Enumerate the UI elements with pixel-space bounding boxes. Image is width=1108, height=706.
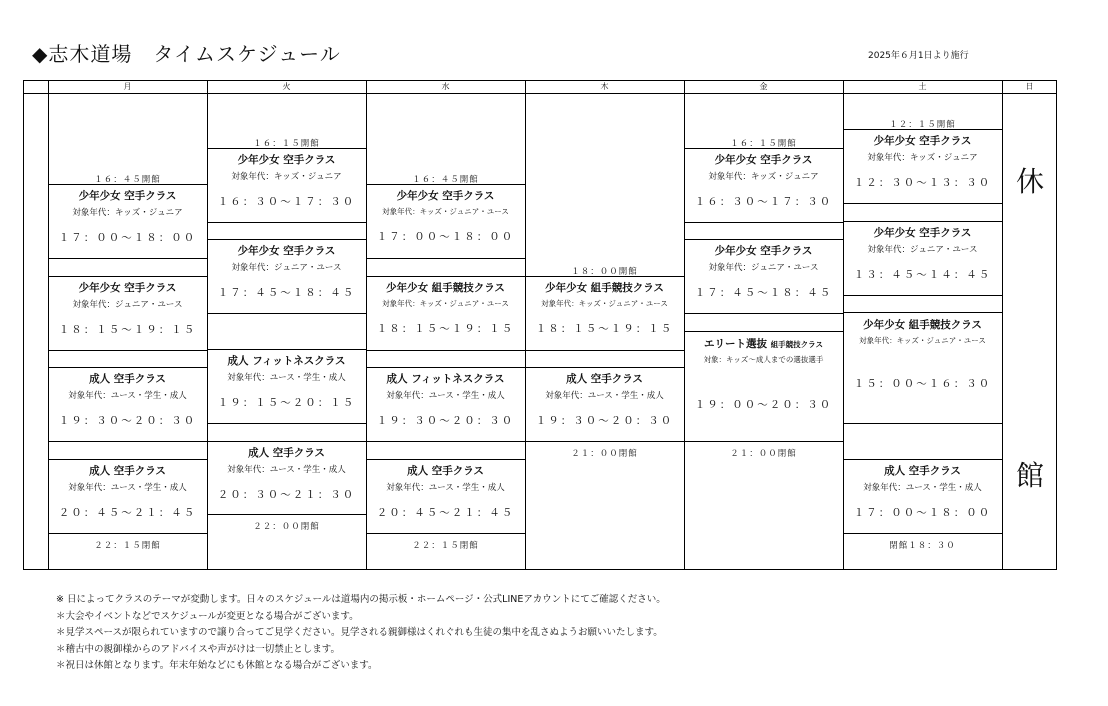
class-name: 少年少女 空手クラス xyxy=(714,245,813,257)
close-time: 閉館１８：３０ xyxy=(889,541,956,551)
close-time: ２２：００閉館 xyxy=(253,522,320,532)
class-name: 成人 空手クラス xyxy=(407,465,484,477)
class-target: 対象年代：キッズ・ジュニア xyxy=(72,208,183,218)
class-name: 少年少女 空手クラス xyxy=(873,135,972,147)
day-header-wed: 水 xyxy=(441,82,450,91)
day-header-thu: 木 xyxy=(600,82,609,91)
class-target: 対象年代：ユース・学生・成人 xyxy=(68,391,187,401)
class-target: 対象年代：ユース・学生・成人 xyxy=(386,391,505,401)
class-block xyxy=(843,225,1002,282)
class-target: 対象年代：ユース・学生・成人 xyxy=(545,391,664,401)
class-time: １９：３０〜２０：３０ xyxy=(535,415,674,427)
class-name: 成人 フィットネスクラス xyxy=(386,373,505,385)
class-time: ２０：３０〜２１：３０ xyxy=(217,489,356,501)
class-block xyxy=(366,188,525,244)
note-line: ＊大会やイベントなどでスケジュールが変更となる場合がございます。 xyxy=(56,610,359,622)
close-time: ２２：１５閉館 xyxy=(94,541,161,551)
class-name: 少年少女 組手競技クラス xyxy=(545,282,664,294)
class-time: １８：１５〜１９：１５ xyxy=(376,323,515,335)
class-name: 少年少女 空手クラス xyxy=(714,154,813,166)
notes-section xyxy=(56,592,666,675)
class-block xyxy=(843,133,1002,190)
class-block xyxy=(48,188,207,245)
class-target: 対象年代：ユース・学生・成人 xyxy=(227,465,346,475)
class-block xyxy=(207,445,366,502)
class-time: １９：１５〜２０：１５ xyxy=(217,397,356,409)
class-time: １８：１５〜１９：１５ xyxy=(58,324,197,336)
class-block xyxy=(48,371,207,428)
class-target: 対象年代：キッズ・ジュニア・ユース xyxy=(859,336,986,345)
header-divider xyxy=(24,93,1056,94)
class-name: 少年少女 空手クラス xyxy=(237,245,336,257)
class-block xyxy=(684,336,843,412)
class-time: ２０：４５〜２１：４５ xyxy=(376,507,515,519)
class-block xyxy=(684,243,843,300)
class-target: 対象年代：ユース・学生・成人 xyxy=(386,483,505,493)
class-name: 成人 空手クラス xyxy=(248,447,325,459)
class-block xyxy=(843,463,1002,520)
class-target: 対象年代：ジュニア・ユース xyxy=(867,245,978,255)
class-time: １９：００〜２０：３０ xyxy=(694,399,833,411)
class-time: １８：１５〜１９：１５ xyxy=(535,323,674,335)
class-time: １７：００〜１８：００ xyxy=(58,232,197,244)
day-header-fri: 金 xyxy=(759,82,768,91)
class-block xyxy=(366,280,525,336)
effective-date: 2025年６月1日より施行 xyxy=(868,51,969,61)
open-time: １８：００開館 xyxy=(571,267,638,277)
class-time: １９：３０〜２０：３０ xyxy=(376,415,515,427)
class-target: 対象年代：ユース・学生・成人 xyxy=(227,373,346,383)
class-time: １６：３０〜１７：３０ xyxy=(694,196,833,208)
class-name: 成人 空手クラス xyxy=(89,373,166,385)
class-target: 対象年代：キッズ・ジュニア xyxy=(867,153,978,163)
class-block xyxy=(207,152,366,209)
class-name: 少年少女 空手クラス xyxy=(873,227,972,239)
class-target: 対象年代：ユース・学生・成人 xyxy=(68,483,187,493)
class-block xyxy=(48,463,207,520)
class-block xyxy=(525,280,684,336)
note-line: ※ 日によってクラスのテーマが変動します。日々のスケジュールは道場内の掲示板・ホームページ・公式LINEアカウントにてご確認ください。 xyxy=(56,594,666,605)
class-block xyxy=(207,353,366,410)
class-block xyxy=(684,152,843,209)
class-block xyxy=(525,371,684,428)
class-block xyxy=(366,463,525,520)
day-header-mon: 月 xyxy=(123,82,132,91)
class-time: １７：４５〜１８：４５ xyxy=(694,287,833,299)
class-target: 対象：キッズ〜成人までの選抜選手 xyxy=(703,355,824,364)
class-time: １７：４５〜１８：４５ xyxy=(217,287,356,299)
class-target: 対象年代：ジュニア・ユース xyxy=(708,263,819,273)
class-time: １２：３０〜１３：３０ xyxy=(853,177,992,189)
class-time: １６：３０〜１７：３０ xyxy=(217,196,356,208)
close-time: ２２：１５閉館 xyxy=(412,541,479,551)
class-name: 成人 空手クラス xyxy=(566,373,643,385)
open-time: １６：１５開館 xyxy=(253,139,320,149)
class-name: 少年少女 組手競技クラス xyxy=(386,282,505,294)
class-name: 少年少女 組手競技クラス xyxy=(863,319,982,331)
class-name: 成人 フィットネスクラス xyxy=(227,355,346,367)
day-header-sun: 日 xyxy=(1025,82,1034,91)
open-time: １２：１５開館 xyxy=(889,120,956,130)
closed-label-bottom: 館 xyxy=(1015,459,1044,492)
note-line: ＊祝日は休館となります。年末年始などにも休館となる場合がございます。 xyxy=(56,660,378,671)
day-header-sat: 土 xyxy=(918,82,927,91)
note-line: ＊稽古中の親御様からのアドバイスや声がけは一切禁止とします。 xyxy=(56,643,340,655)
class-target: 対象年代：キッズ・ジュニア・ユース xyxy=(541,299,668,308)
class-name: エリート選抜 組手競技クラス xyxy=(704,338,823,350)
class-time: １９：３０〜２０：３０ xyxy=(58,415,197,427)
class-target: 対象年代：キッズ・ジュニア xyxy=(708,172,819,182)
class-block xyxy=(207,243,366,300)
class-name: 少年少女 空手クラス xyxy=(237,154,336,166)
class-block xyxy=(48,280,207,337)
class-target: 対象年代：キッズ・ジュニア・ユース xyxy=(382,299,509,308)
class-time: ２０：４５〜２１：４５ xyxy=(58,507,197,519)
class-name: 成人 空手クラス xyxy=(89,465,166,477)
close-time: ２１：００閉館 xyxy=(730,449,797,459)
day-header-tue: 火 xyxy=(282,82,291,91)
page-title: ◆志木道場 タイムスケジュール xyxy=(32,42,341,66)
class-time: １３：４５〜１４：４５ xyxy=(853,269,992,281)
class-time: １７：００〜１８：００ xyxy=(376,231,515,243)
class-block xyxy=(843,317,1002,391)
open-time: １６：１５開館 xyxy=(730,139,797,149)
class-target: 対象年代：ユース・学生・成人 xyxy=(863,483,982,493)
class-target: 対象年代：キッズ・ジュニア・ユース xyxy=(382,207,509,216)
note-line: ＊見学スペースが限られていますので譲り合ってご見学ください。見学される親御様はくれぐれも生徒の集中を乱さぬようお願いいたします。 xyxy=(56,627,663,638)
class-target: 対象年代：キッズ・ジュニア xyxy=(231,172,342,182)
class-time: １５：００〜１６：３０ xyxy=(853,378,992,390)
open-time: １６：４５開館 xyxy=(412,175,479,185)
class-block xyxy=(366,371,525,428)
class-name: 成人 空手クラス xyxy=(884,465,961,477)
class-target: 対象年代：ジュニア・ユース xyxy=(231,263,342,273)
class-name: 少年少女 空手クラス xyxy=(396,190,495,202)
class-name: 少年少女 空手クラス xyxy=(78,282,177,294)
open-time: １６：４５開館 xyxy=(94,175,161,185)
class-target: 対象年代：ジュニア・ユース xyxy=(72,300,183,310)
closed-label-top: 休 xyxy=(1015,165,1044,198)
class-time: １７：００〜１８：００ xyxy=(853,507,992,519)
close-time: ２１：００閉館 xyxy=(571,449,638,459)
class-name: 少年少女 空手クラス xyxy=(78,190,177,202)
